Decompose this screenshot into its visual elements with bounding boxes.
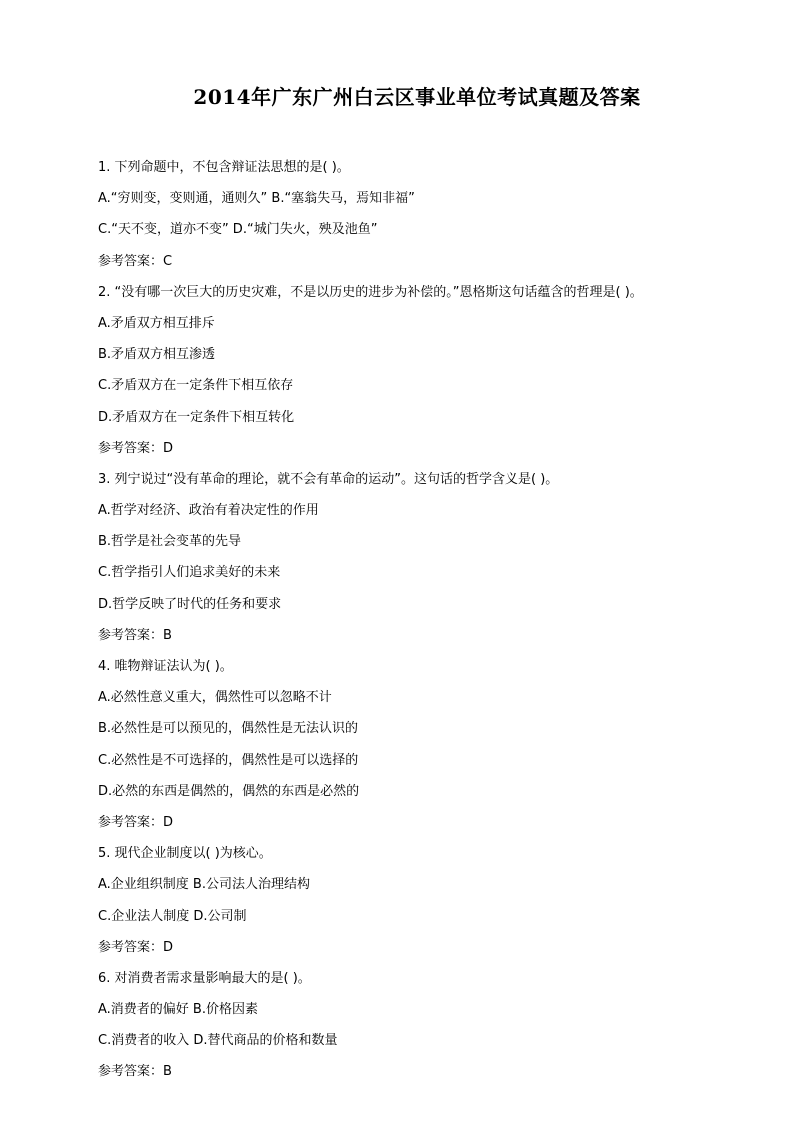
- q3-option-a: A.哲学对经济、政治有着决定性的作用: [98, 503, 319, 519]
- q6-answer: 参考答案：B: [98, 1064, 172, 1080]
- q6-options-ab: A.消费者的偏好 B.价格因素: [98, 1002, 258, 1018]
- q2-answer: 参考答案：D: [98, 440, 174, 456]
- q1-answer: 参考答案：C: [98, 253, 173, 269]
- q2-option-a: A.矛盾双方相互排斥: [98, 315, 215, 331]
- q5-options-cd: C.企业法人制度 D.公司制: [98, 908, 247, 924]
- q3-option-c: C.哲学指引人们追求美好的未来: [98, 565, 281, 581]
- q4-option-b: B.必然性是可以预见的，偶然性是无法认识的: [98, 721, 359, 737]
- q2-option-c: C.矛盾双方在一定条件下相互依存: [98, 378, 294, 394]
- q1-stem: 1. 下列命题中，不包含辩证法思想的是( )。: [98, 160, 350, 175]
- q6-stem: 6. 对消费者需求量影响最大的是( )。: [98, 970, 311, 986]
- q1-options-ab: A.“穷则变，变则通，通则久” B.“塞翁失马，焉知非福”: [98, 191, 415, 207]
- q2-option-b: B.矛盾双方相互渗透: [98, 347, 216, 363]
- q4-option-d: D.必然的东西是偶然的，偶然的东西是必然的: [98, 783, 360, 799]
- q3-answer: 参考答案：B: [98, 627, 172, 643]
- q3-stem: 3. 列宁说过“没有革命的理论，就不会有革命的运动”。这句话的哲学含义是( )。: [98, 471, 559, 487]
- document-title: 2014年广东广州白云区事业单位考试真题及答案: [193, 85, 641, 109]
- q4-option-c: C.必然性是不可选择的，偶然性是可以选择的: [98, 752, 359, 768]
- q3-option-d: D.哲学反映了时代的任务和要求: [98, 596, 282, 612]
- q4-option-a: A.必然性意义重大，偶然性可以忽略不计: [98, 690, 332, 706]
- q3-option-b: B.哲学是社会变革的先导: [98, 534, 242, 550]
- q4-answer: 参考答案：D: [98, 814, 174, 830]
- q4-stem: 4. 唯物辩证法认为( )。: [98, 659, 233, 674]
- q6-options-cd: C.消费者的收入 D.替代商品的价格和数量: [98, 1033, 338, 1049]
- q5-stem: 5. 现代企业制度以( )为核心。: [98, 846, 272, 862]
- q1-options-cd: C.“天不变，道亦不变” D.“城门失火，殃及池鱼”: [98, 222, 378, 238]
- q2-stem: 2. “没有哪一次巨大的历史灾难，不是以历史的进步为补偿的。”恩格斯这句话蕴含的哲理是( )。: [98, 284, 643, 300]
- q2-option-d: D.矛盾双方在一定条件下相互转化: [98, 409, 295, 425]
- question-list: [98, 152, 758, 1088]
- q5-answer: 参考答案：D: [98, 939, 174, 955]
- q5-options-ab: A.企业组织制度 B.公司法人治理结构: [98, 877, 310, 893]
